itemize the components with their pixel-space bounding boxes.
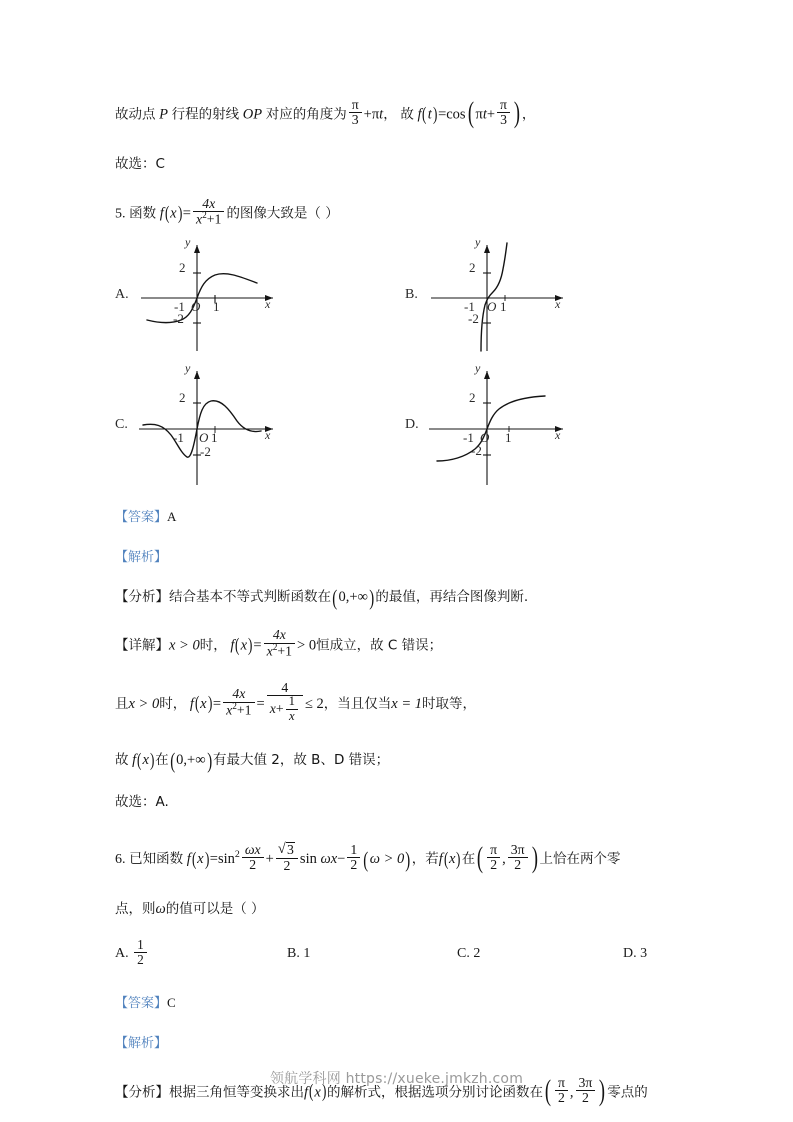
q5-d1-f: f [230,637,235,654]
q6-choice-d-value: 3 [640,946,648,962]
prev-t2: t [482,106,487,123]
option-a-axis-x: x [265,297,271,312]
q5-d2-den2 [267,696,303,724]
q5-d2-x-eq-1: x = 1 [391,695,423,712]
q6-frac2-num [276,842,298,858]
q6-sin2: sin [299,851,317,868]
q5-d2-den1 [223,703,254,718]
question5-stem-prefix: 函数 [129,205,157,222]
q6-analysis-int-den-a: 2 [557,1090,565,1106]
question6-stem-line-2 [115,901,687,918]
q6-choice-c-label: C. [457,946,470,962]
paren-open-icon: ( [169,747,175,773]
q6-comma: ，若 [411,851,439,868]
site-watermark: 领航学科网 https://xueke.jmkzh.com [269,1071,524,1087]
prev-answer-text: 故选：C [115,155,165,172]
option-a-tick-xneg1: -1 [174,299,185,315]
q5-d1-tail: 恒成立，故 C 错误； [316,637,443,654]
option-a-tick-x1: 1 [213,299,220,315]
bigparen-close-icon: ) [531,842,538,875]
option-c-axis-y: y [185,361,191,376]
prev-tail: ， [521,106,536,123]
q6-analysis-f: f [304,1084,309,1100]
prev-frac2-num: π [497,98,510,113]
question6-answer-value: C [167,994,176,1010]
prev-text-3: 对应的角度为 [265,106,347,123]
paren-close-icon: ) [405,846,411,872]
q5-d3-lead: 故 [115,752,129,769]
question5-answer-line [115,509,687,526]
paren-open-icon: ( [194,693,200,715]
paren-open-icon: ( [191,848,197,870]
question5-eq: = [182,205,191,222]
paren-close-icon: ) [177,202,182,224]
q6-frac3-num: 1 [347,843,360,858]
prev-text-1: 故动点 [115,106,156,123]
paren-close-icon: ) [204,848,209,870]
question6-choice-a[interactable] [115,936,287,969]
option-b-axis-y: y [475,235,481,250]
q6-int-den-a: 2 [490,857,498,873]
q6-analysis-text-1: 根据三角恒等变换求出 [169,1084,304,1100]
question5-options-row-1 [115,235,687,357]
q5-d2-den2-x: x [269,701,276,717]
q6-f: f [186,851,191,868]
prev-solution-line [115,96,687,130]
q6-choice-a-label: A. [115,946,129,962]
explain-tag: 【解析】 [115,1035,168,1051]
q6-zai: 在 [461,851,476,868]
paren-close-icon: ) [248,634,253,656]
q5-d1-fraction [264,628,295,659]
q5-d2-den2-plus: + [275,701,284,717]
option-a-origin: O [191,299,201,315]
question6-number: 6. [115,852,126,868]
question5-detail-line-3 [115,747,687,773]
paren-close-icon: ) [369,584,375,610]
q5-d2-le2: ≤ 2 [304,695,324,712]
q6-omega-x: ωx [320,851,338,868]
prev-t-arg: t [427,106,432,123]
paren-close-icon: ) [321,1081,327,1103]
q6-tail: 上恰在两个零 [539,851,621,868]
option-d-tick-xneg1: -1 [463,430,474,446]
q5-d1-den-rest: +1 [277,643,293,659]
q6-analysis-x: x [314,1084,321,1100]
q5-d2-num2: 4 [267,681,303,696]
prev-answer-line [115,156,687,173]
q6-interval-left [487,843,500,873]
question5-fraction [193,197,224,228]
document-content [115,96,687,1108]
q6-line2-b: 的值可以是（ ） [165,901,265,918]
prev-text-2: 行程的射线 [171,106,240,123]
q5-d3-x: x [142,752,149,769]
option-b-origin: O [487,299,497,315]
question5-stem-suffix: 的图像大致是（ ） [226,205,339,222]
q5-d1-den-x: x [266,643,273,659]
paren-close-icon: ) [149,749,155,771]
paren-open-icon: ( [422,103,427,125]
question6-choices [115,936,687,969]
q6-int-num-a: π [487,843,500,858]
q5-d2-den1-exp: 2 [232,701,237,712]
paren-open-icon: ( [443,848,449,870]
q6-choice-a-den: 2 [137,951,144,967]
q5-d3-tail: 有最大值 2，故 B、D 错误； [213,752,390,769]
option-b-label: B. [405,287,418,303]
q6-interval-right [508,843,528,873]
question5-options-row-2 [115,361,687,491]
question5-stem [115,195,687,230]
q5-d1-den-exp: 2 [272,642,278,653]
question5-detail-line-2 [115,680,687,726]
q5-d1-x: x [240,637,248,654]
prev-var-p: P [159,106,168,123]
q5-d2-den2-num: 1 [286,695,298,709]
prev-frac2-pi-3 [497,98,510,128]
prev-frac-pi-3 [349,98,362,128]
paren-close-icon: ) [206,747,212,773]
q6-analysis-int-sep: , [569,1084,574,1100]
prev-plus-pi: +π [363,106,380,123]
q5-d1-num: 4x [264,628,295,643]
q5-d2-den1-x: x [226,702,233,718]
q5-d3-interval: 0,+∞ [176,752,206,769]
q6-eq: = [209,851,218,868]
bigparen-close-icon: ) [513,97,521,130]
q5-d2-x: x [200,695,207,712]
q6-f2: f [438,851,443,868]
sqrt-icon [279,842,295,857]
paren-open-icon: ( [164,202,170,224]
question5-detail-line-1 [115,627,687,662]
option-c-axis-x: x [265,428,271,443]
q5-d2-tail2: 时取等， [422,695,477,712]
q5-d3-mid: 在 [155,752,169,769]
option-d-tick-y2: 2 [469,390,476,406]
q6-analysis-int-num-a: π [555,1076,568,1091]
question5-analysis-line [115,584,687,610]
prev-eq: = [438,106,447,123]
q6-frac2-root-value: 3 [287,842,294,858]
question5-conclusion [115,794,687,811]
q6-frac1-num: ωx [242,843,264,858]
option-b-axis-x: x [555,297,561,312]
prev-frac-den: 3 [351,112,359,128]
q6-frac1-den: 2 [249,857,257,873]
option-c-tick-x1: 1 [211,430,218,446]
q6-line2-a: 点，则 [115,901,156,918]
q6-choice-d-label: D. [623,946,637,962]
prev-var-op: OP [242,106,263,123]
q5-d2-tail: ，当且仅当 [323,695,392,712]
question6-choice-d[interactable] [623,940,647,969]
option-c-tick-xneg1: -1 [173,430,184,446]
q6-fraction-1 [242,843,264,873]
paren-open-icon: ( [235,634,240,656]
explain-tag: 【解析】 [115,550,168,566]
paren-open-icon: ( [308,1081,314,1103]
paren-close-icon: ) [432,103,438,125]
option-b-tick-x1: 1 [500,299,507,315]
q6-plus1: + [265,851,274,868]
q6-analysis-int-num-b: 3π [576,1076,596,1091]
q5-d1-eq: = [253,637,262,654]
option-a-tick-yneg2: -2 [173,311,184,327]
question5-answer-value: A [167,509,177,525]
q5-d2-eq2: = [256,695,265,712]
prev-pi-t: π [475,106,483,123]
q5-conclusion-text: 故选：A. [115,793,169,810]
paren-open-icon: ( [363,846,369,872]
question6-answer-line [115,995,687,1012]
prev-frac-num: π [349,98,362,113]
paren-open-icon: ( [137,749,142,771]
q5-d2-eq1: = [212,695,222,712]
option-b-tick-yneg2: -2 [468,311,479,327]
q6-analysis-text-2: 的解析式，根据选项分别讨论函数在 [327,1084,544,1100]
q5-d2-xgt0: x > 0 [128,695,160,712]
option-a-tick-y2: 2 [179,260,186,276]
detail-tag: 【详解】 [115,637,169,654]
answer-tag: 【答案】 [115,510,168,526]
q5-d2-lead: 且 [115,695,129,712]
question6-choice-c[interactable] [457,940,623,969]
q5-d1-xgt0: x > 0 [169,637,200,654]
option-d-axis-x: x [555,428,561,443]
q6-sin-exp: 2 [234,849,240,861]
option-c-tick-yneg2: -2 [200,444,211,460]
analysis-tag: 【分析】 [115,589,169,606]
answer-tag: 【答案】 [115,995,168,1011]
option-a-label: A. [115,287,129,303]
question6-explain-line [115,1035,687,1052]
prev-frac2-den: 3 [500,112,507,128]
q6-int-sep: , [502,851,506,868]
option-c-label: C. [115,417,128,433]
q5-d2-inner-fraction [286,695,298,723]
question6-stem-line-1 [115,841,687,875]
prev-cos: cos [446,106,466,123]
q5-d1-shi: 时， [199,637,227,654]
q5-d3-f: f [132,752,137,769]
option-b-tick-xneg1: -1 [464,299,475,315]
question5-frac-num: 4x [193,197,224,212]
q6-int-den-b: 2 [514,857,522,873]
q6-frac3-den: 2 [350,857,358,873]
prev-f: f [417,106,422,123]
bigparen-open-icon: ( [467,97,474,130]
option-c-origin: O [199,430,209,446]
q5-d2-num1: 4x [223,687,254,702]
paren-close-icon: ) [207,693,212,715]
q5-d2-den1-rest: +1 [236,702,252,718]
bigparen-close-icon: ) [599,1075,606,1108]
q6-sin: sin [217,851,235,868]
q6-choice-a-num: 1 [134,938,147,953]
q5-d2-fraction-2 [267,681,303,724]
question5-x: x [170,205,177,222]
question5-analysis-text-2: 的最值，再结合图像判断. [375,589,529,606]
q6-cond: ω > 0 [369,851,405,868]
q5-d1-gt0: > 0 [297,637,317,654]
q5-d2-shi: 时， [159,695,187,712]
option-a-axis-y: y [185,235,191,250]
prev-var-t: t [379,106,384,123]
option-d-tick-x1: 1 [505,430,512,446]
q6-choice-c-value: 2 [473,946,481,962]
option-d-origin: O [480,430,490,446]
question5-frac-den-x: x [195,211,203,227]
q6-x2: x [449,851,456,868]
q6-fraction-3 [347,843,360,873]
q6-analysis-int-den-b: 2 [581,1090,589,1106]
prev-comma: ， [383,106,397,123]
prev-plus: + [486,106,496,123]
q5-d2-den2-den: x [288,708,295,723]
paren-close-icon: ) [456,848,461,870]
question5-explain-line [115,549,687,566]
q6-lead: 已知函数 [129,851,184,868]
bigparen-open-icon: ( [544,1075,552,1108]
analysis-tag: 【分析】 [115,1084,169,1100]
q6-frac2-den: 2 [283,857,291,873]
option-d-tick-yneg2: -2 [471,443,482,459]
option-b-tick-y2: 2 [469,260,476,276]
q6-choice-b-value: 1 [303,946,311,962]
question5-number: 5. [115,206,126,222]
option-d-label: D. [405,417,419,433]
q6-int-num-b: 3π [508,843,528,858]
prev-text-4: 故 [400,106,414,123]
question5-analysis-interval: 0,+∞ [338,589,368,606]
question5-frac-den-rest: +1 [206,211,222,227]
question6-choice-b[interactable] [287,940,457,969]
q6-fraction-2 [276,842,298,873]
question5-f: f [159,205,164,222]
question5-analysis-text-1: 结合基本不等式判断函数在 [169,589,331,606]
q5-d1-den [264,644,295,659]
bigparen-open-icon: ( [477,842,484,875]
question5-frac-den-exp: 2 [202,211,207,222]
q6-choice-b-label: B. [287,946,300,962]
q6-analysis-text-3: 零点的 [607,1084,648,1100]
q6-minus: − [337,851,346,868]
q6-x: x [197,851,204,868]
option-d-axis-y: y [475,361,481,376]
q5-d2-fraction-1 [223,687,254,718]
option-c-tick-y2: 2 [179,390,186,406]
question5-frac-den [193,212,224,227]
paren-open-icon: ( [332,584,338,610]
q6-choice-a-fraction [134,938,147,967]
q6-line2-omega: ω [155,901,166,918]
q5-d2-f: f [189,695,194,712]
